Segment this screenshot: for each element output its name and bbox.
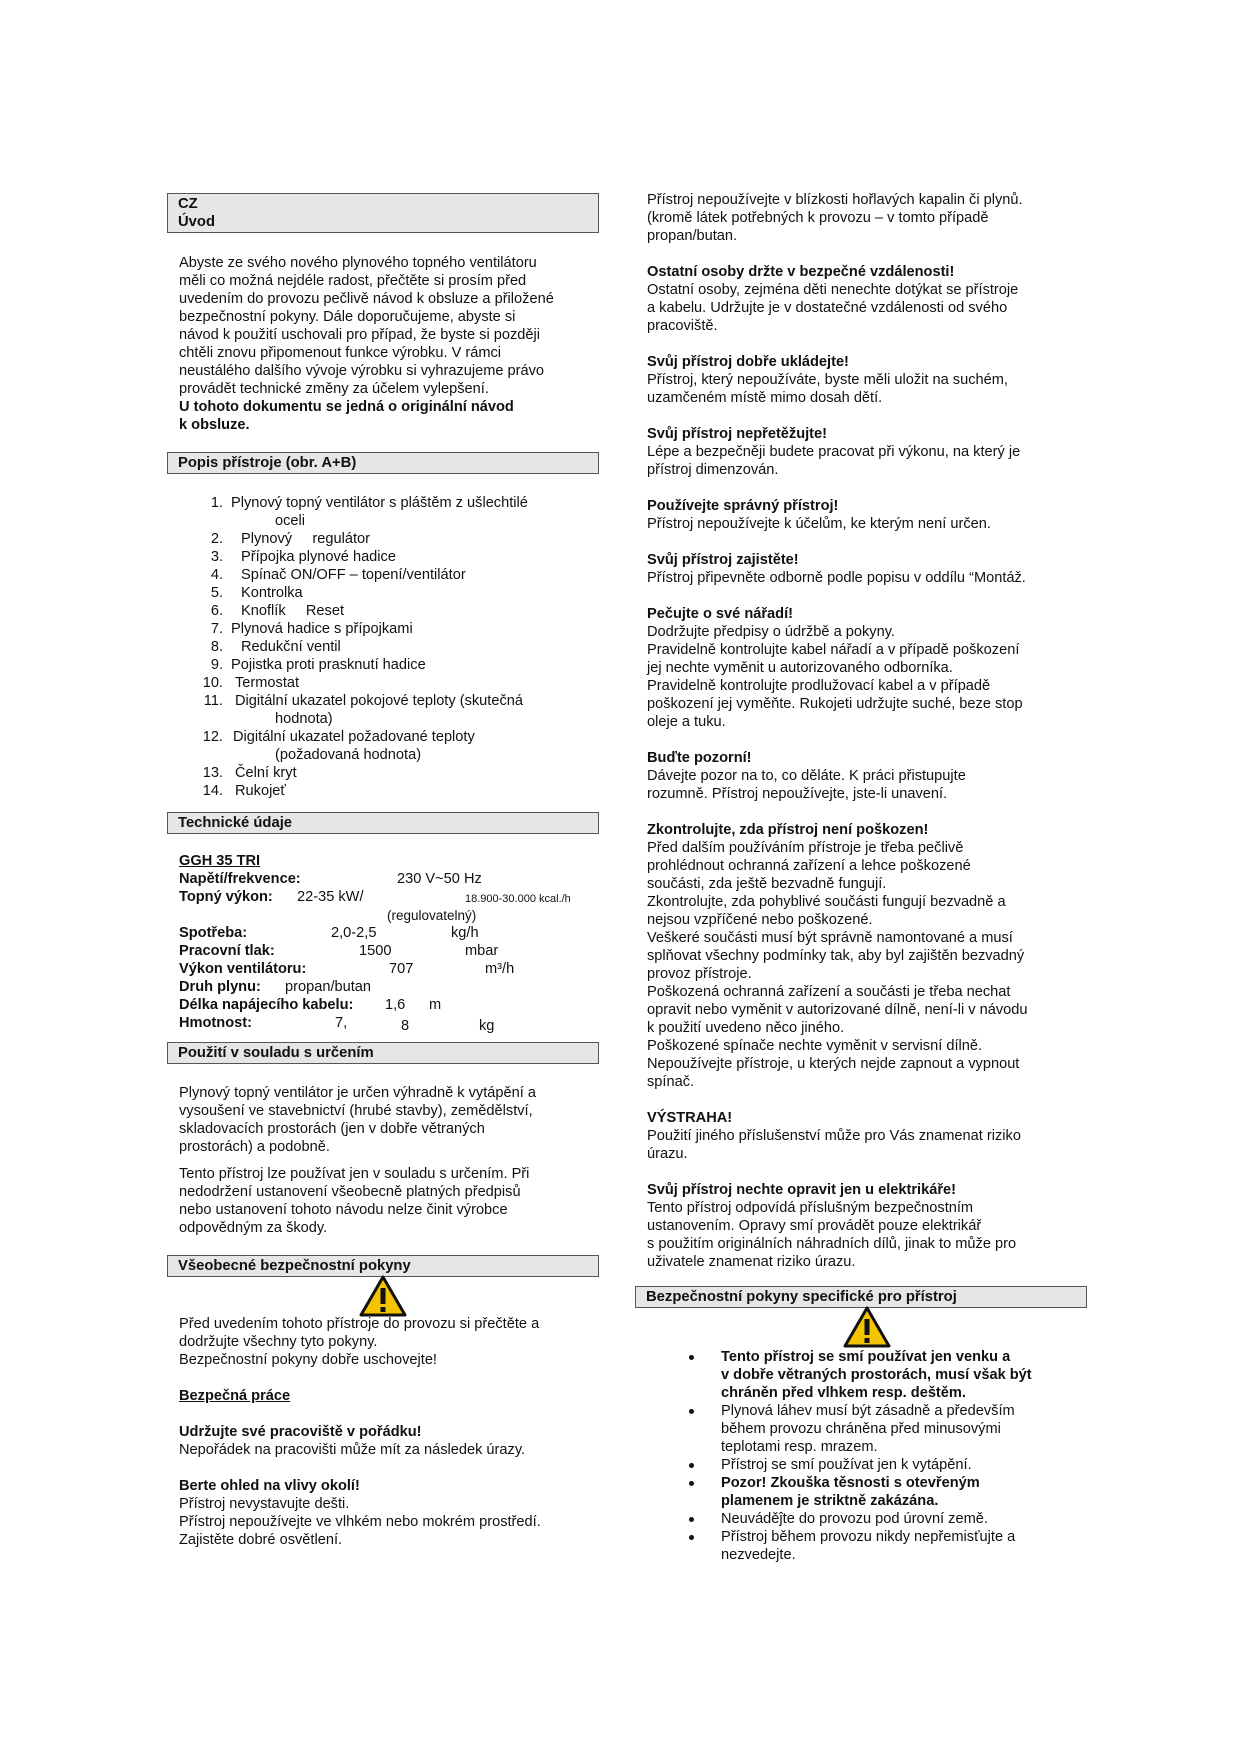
text-line: opravit nebo vyměnit v autorizované dílně, není-li v návodu	[647, 1002, 1028, 1018]
list-item	[189, 548, 599, 566]
gas-label: Druh plynu:	[179, 979, 261, 995]
text-line: neustálého dalšího vývoje výrobku si vyhrazujeme právo	[179, 363, 545, 379]
weight-label: Hmotnost:	[179, 1015, 252, 1031]
pressure-label: Pracovní tlak:	[179, 943, 275, 959]
text-line: Nepoužívejte přístroje, u kterých nejde zapnout a vypnout	[647, 1056, 1020, 1072]
consumption-value: 2,0-2,5	[331, 925, 377, 941]
item-text: Plynová hadice s přípojkami	[231, 621, 413, 637]
original-manual-note: k obsluze.	[179, 417, 250, 433]
fan-unit: m³/h	[485, 961, 515, 977]
text-line: Pozor! Zkouška těsnosti s otevřeným	[721, 1475, 980, 1491]
weight-value-decimal: 8	[401, 1018, 410, 1034]
text-line: pracoviště.	[647, 318, 718, 334]
text-line: prohlédnout ochranná zařízení a lehce poškozené	[647, 858, 971, 874]
section-header-intended-use: Použití v souladu s určením	[167, 1042, 599, 1064]
safe-work-heading: Bezpečná práce	[179, 1388, 291, 1404]
text-line: rozumně. Přístroj nepoužívejte, jste-li unavení.	[647, 786, 948, 802]
section-title: VÝSTRAHA!	[647, 1110, 733, 1126]
text-line: uvedením do provozu pečlivě návod k obsluze a přiložené	[179, 291, 554, 307]
text-line: splňovat všechny podmínky tak, aby byl zajištěn bezvadný	[647, 948, 1025, 964]
text-line: a kabelu. Udržujte je v dostatečné vzdálenosti od svého	[647, 300, 1008, 316]
text-line: Dávejte pozor na to, co děláte. K práci přistupujte	[647, 768, 966, 784]
item-text: Knoflík Reset	[241, 603, 345, 619]
text-line: Tento přístroj odpovídá příslušným bezpečnostním	[647, 1200, 974, 1216]
item-text: Termostat	[235, 675, 300, 691]
item-number: 11.	[203, 693, 223, 709]
item-text: Plynový topný ventilátor s pláštěm z ušlechtilé	[231, 495, 528, 511]
cable-value: 1,6	[385, 997, 406, 1013]
item-number: 1.	[210, 495, 223, 511]
parts-list	[167, 494, 599, 800]
general-safety-text	[167, 1315, 599, 1369]
intended-use-paragraph-2	[167, 1165, 599, 1237]
item-number: 14.	[202, 783, 223, 799]
text-line: Přístroj nepoužívejte k účelům, ke kterým není určen.	[647, 516, 991, 532]
text-line: Přístroj během provozu nikdy nepřemisťujte a	[721, 1529, 1016, 1545]
text-line: vysoušení ve stavebnictví (hrubé stavby), zemědělství,	[179, 1103, 533, 1119]
text-line: Dodržujte předpisy o údržbě a pokyny.	[647, 624, 895, 640]
text-line: v dobře větraných prostorách, musí však být	[721, 1367, 1032, 1383]
intended-use-paragraph-1	[167, 1084, 599, 1156]
weight-value: 7,	[335, 1015, 348, 1031]
language-code: CZ	[178, 196, 198, 212]
item-number: 10.	[202, 675, 223, 691]
text-line: Tento přístroj se smí používat jen venku a	[721, 1349, 1011, 1365]
section-header-general-safety: Všeobecné bezpečnostní pokyny	[167, 1255, 599, 1277]
text-line: (kromě látek potřebných k provozu – v tomto případě	[647, 210, 989, 226]
list-item	[189, 620, 599, 638]
text-line: plamenem je striktně zakázána.	[721, 1493, 939, 1509]
text-line: Přístroj nevystavujte dešti.	[179, 1496, 350, 1512]
text-line: úrazu.	[647, 1146, 688, 1162]
pressure-unit: mbar	[465, 943, 499, 959]
weight-unit: kg	[479, 1018, 495, 1034]
item-number: 2.	[210, 531, 223, 547]
text-line: Použití jiného příslušenství může pro Vás znamenat riziko	[647, 1128, 1021, 1144]
item-number: 3.	[210, 549, 223, 565]
text-line: přístroj dimenzován.	[647, 462, 779, 478]
gas-value: propan/butan	[285, 979, 372, 995]
text-line: měli co možná nejdéle radost, přečtěte si prosím před	[179, 273, 527, 289]
section-title: Svůj přístroj zajistěte!	[647, 552, 799, 568]
right-column	[647, 191, 1087, 1564]
list-item	[189, 764, 599, 782]
item-text: Plynový regulátor	[241, 531, 370, 547]
text-line: během provozu chráněna před minusovými	[721, 1421, 1001, 1437]
list-item	[683, 1510, 1087, 1528]
item-text: Čelní kryt	[235, 765, 297, 781]
warning-triangle-icon	[843, 1306, 891, 1348]
flammable-warning	[647, 191, 1087, 245]
item-text: Kontrolka	[241, 585, 303, 601]
power-note: (regulovatelný)	[387, 908, 477, 923]
text-line: teplotami resp. mrazem.	[721, 1439, 878, 1455]
text-line: spínač.	[647, 1074, 695, 1090]
text-line: Přístroj připevněte odborně podle popisu v oddílu “Montáž.	[647, 570, 1026, 586]
text-line: Ostatní osoby, zejména děti nenechte dotýkat se přístroje	[647, 282, 1019, 298]
text-line: odpovědným za škody.	[179, 1220, 328, 1236]
cable-label: Délka napájecího kabelu:	[179, 997, 354, 1013]
text-line: oleje a tuku.	[647, 714, 726, 730]
section-title: Svůj přístroj nechte opravit jen u elektrikáře!	[647, 1182, 956, 1198]
section-title: Berte ohled na vlivy okolí!	[179, 1478, 360, 1494]
list-item	[189, 674, 599, 692]
text-line: chtěli znovu připomenout funkce výrobku. V rámci	[179, 345, 502, 361]
section-title: Udržujte své pracoviště v pořádku!	[179, 1424, 422, 1440]
item-number: 9.	[210, 657, 223, 673]
text-line: provádět technické změny za účelem vylepšení.	[179, 381, 489, 397]
section-title: Svůj přístroj nepřetěžujte!	[647, 426, 828, 442]
safety-sections	[647, 245, 1087, 1271]
text-line: Veškeré součásti musí být správně namontované a musí	[647, 930, 1013, 946]
text-line: jej nechte vyměnit u autorizovaného odborníka.	[647, 660, 953, 676]
text-line: dodržujte všechny tyto pokyny.	[179, 1334, 378, 1350]
consumption-label: Spotřeba:	[179, 925, 248, 941]
text-line: uživatele znamenat riziko úrazu.	[647, 1254, 856, 1270]
text-line: Poškozené spínače nechte vyměnit v servisní dílně.	[647, 1038, 983, 1054]
text-line: návod k použití uschovali pro případ, že byste si později	[179, 327, 540, 343]
text-line: provoz přístroje.	[647, 966, 752, 982]
power-kcal: 18.900-30.000 kcal./h	[465, 893, 571, 905]
original-manual-note: U tohoto dokumentu se jedná o originální návod	[179, 399, 514, 415]
item-number: 12.	[202, 729, 223, 745]
item-text: Digitální ukazatel pokojové teploty (skutečná	[235, 693, 523, 709]
item-text-cont: hodnota)	[275, 711, 333, 727]
voltage-label: Napětí/frekvence:	[179, 871, 301, 887]
section-title: Používejte správný přístroj!	[647, 498, 839, 514]
text-line: Přístroj nepoužívejte v blízkosti hořlavých kapalin či plynů.	[647, 192, 1023, 208]
pressure-value: 1500	[359, 943, 392, 959]
text-line: Zajistěte dobré osvětlení.	[179, 1532, 343, 1548]
text-line: bezpečnostní pokyny. Dále doporučujeme, abyste si	[179, 309, 516, 325]
item-text: Pojistka proti prasknutí hadice	[231, 657, 426, 673]
list-item	[189, 656, 599, 674]
list-item	[683, 1474, 1087, 1510]
text-line: ustanovením. Opravy smí provádět pouze elektrikář	[647, 1218, 982, 1234]
item-number: 7.	[210, 621, 223, 637]
text-line: Bezpečnostní pokyny dobře uschovejte!	[179, 1352, 437, 1368]
section-title: Ostatní osoby držte v bezpečné vzdálenosti!	[647, 264, 955, 280]
item-text-cont: oceli	[275, 513, 306, 529]
text-line: uzamčeném místě mimo dosah dětí.	[647, 390, 883, 406]
text-line: chráněn před vlhkem resp. deštěm.	[721, 1385, 966, 1401]
list-item	[189, 638, 599, 656]
text-line: Neuváděĵte do provozu pod úrovní země.	[721, 1511, 988, 1527]
list-item	[189, 782, 599, 800]
text-line: k použití uvedeno něco jiného.	[647, 1020, 845, 1036]
left-column	[167, 193, 599, 1549]
text-line: Plynový topný ventilátor je určen výhradně k vytápění a	[179, 1085, 536, 1101]
item-text: Rukojeť	[235, 783, 286, 799]
section-title: Buďte pozorní!	[647, 750, 752, 766]
text-line: Nepořádek na pracovišti může mít za následek úrazy.	[179, 1442, 526, 1458]
item-text-cont: (požadovaná hodnota)	[275, 747, 422, 763]
power-value: 22-35 kW/	[297, 889, 364, 905]
text-line: Před dalším používáním přístroje je třeba pečlivě	[647, 840, 964, 856]
intro-heading: Úvod	[178, 214, 215, 230]
text-line: poškození jej vyměňte. Rukojeti udržujte suché, beze stop	[647, 696, 1023, 712]
item-number: 13.	[202, 765, 223, 781]
text-line: Pravidelně kontrolujte kabel nářadí a v případě poškození	[647, 642, 1020, 658]
list-item	[189, 728, 599, 764]
text-line: Lépe a bezpečněji budete pracovat při výkonu, na který je	[647, 444, 1021, 460]
cable-unit: m	[429, 997, 442, 1013]
section-title: Zkontrolujte, zda přístroj není poškozen!	[647, 822, 929, 838]
fan-value: 707	[389, 961, 414, 977]
list-item	[189, 530, 599, 548]
text-line: Zkontrolujte, zda pohyblivé součásti fungují bezvadně a	[647, 894, 1006, 910]
technical-data	[167, 852, 599, 1032]
text-line: součásti, zda ještě bezvadně fungují.	[647, 876, 887, 892]
text-line: Přístroj se smí používat jen k vytápění.	[721, 1457, 972, 1473]
voltage-value: 230 V~50 Hz	[397, 871, 482, 887]
section-header-description: Popis přístroje (obr. A+B)	[167, 452, 599, 474]
text-line: nedodržení ustanovení všeobecně platných předpisů	[179, 1184, 521, 1200]
model-name: GGH 35 TRI	[179, 853, 261, 869]
list-item	[189, 602, 599, 620]
text-line: nebo ustanovení tohoto návodu nelze činit výrobce	[179, 1202, 508, 1218]
text-line: prostorách) a podobně.	[179, 1139, 330, 1155]
text-line: Před uvedením tohoto přístroje do provozu si přečtěte a	[179, 1316, 540, 1332]
item-number: 4.	[210, 567, 223, 583]
text-line: Přístroj, který nepoužíváte, byste měli uložit na suchém,	[647, 372, 1008, 388]
list-item	[683, 1528, 1087, 1564]
text-line: Abyste ze svého nového plynového topného ventilátoru	[179, 255, 537, 271]
section-header-specific-safety: Bezpečnostní pokyny specifické pro přístroj	[635, 1286, 1087, 1308]
section-header-intro	[167, 193, 599, 233]
item-text: Digitální ukazatel požadované teploty	[233, 729, 475, 745]
item-text: Spínač ON/OFF – topení/ventilátor	[241, 567, 466, 583]
section-title: Pečujte o své nářadí!	[647, 606, 793, 622]
consumption-unit: kg/h	[451, 925, 479, 941]
text-line: Pravidelně kontrolujte prodlužovací kabel a v případě	[647, 678, 991, 694]
list-item	[189, 584, 599, 602]
text-line: Plynová láhev musí být zásadně a především	[721, 1403, 1015, 1419]
fan-label: Výkon ventilátoru:	[179, 961, 307, 977]
specific-safety-list	[635, 1348, 1087, 1564]
list-item	[189, 566, 599, 584]
text-line: skladovacích prostorách (jen v dobře větraných	[179, 1121, 485, 1137]
item-number: 6.	[210, 603, 223, 619]
section-title: Svůj přístroj dobře ukládejte!	[647, 354, 849, 370]
list-item	[683, 1402, 1087, 1456]
power-label: Topný výkon:	[179, 889, 273, 905]
intro-paragraph	[167, 254, 599, 434]
environment-text	[167, 1495, 599, 1549]
text-line: Přístroj nepoužívejte ve vlhkém nebo mokrém prostředí.	[179, 1514, 541, 1530]
list-item	[683, 1348, 1087, 1402]
item-text: Redukční ventil	[241, 639, 341, 655]
text-line: nezvedejte.	[721, 1547, 796, 1563]
section-header-technical: Technické údaje	[167, 812, 599, 834]
text-line: propan/butan.	[647, 228, 738, 244]
list-item	[189, 494, 599, 530]
text-line: Tento přístroj lze používat jen v souladu s určením. Při	[179, 1166, 530, 1182]
text-line: Poškozená ochranná zařízení a součásti je třeba nechat	[647, 984, 1011, 1000]
item-text: Přípojka plynové hadice	[241, 549, 396, 565]
item-number: 8.	[210, 639, 223, 655]
text-line: s použitím originálních náhradních dílů, jinak to může pro	[647, 1236, 1017, 1252]
list-item	[189, 692, 599, 728]
item-number: 5.	[210, 585, 223, 601]
warning-triangle-icon	[359, 1275, 407, 1317]
text-line: nejsou vzpříčené nebo poškozené.	[647, 912, 873, 928]
list-item	[683, 1456, 1087, 1474]
